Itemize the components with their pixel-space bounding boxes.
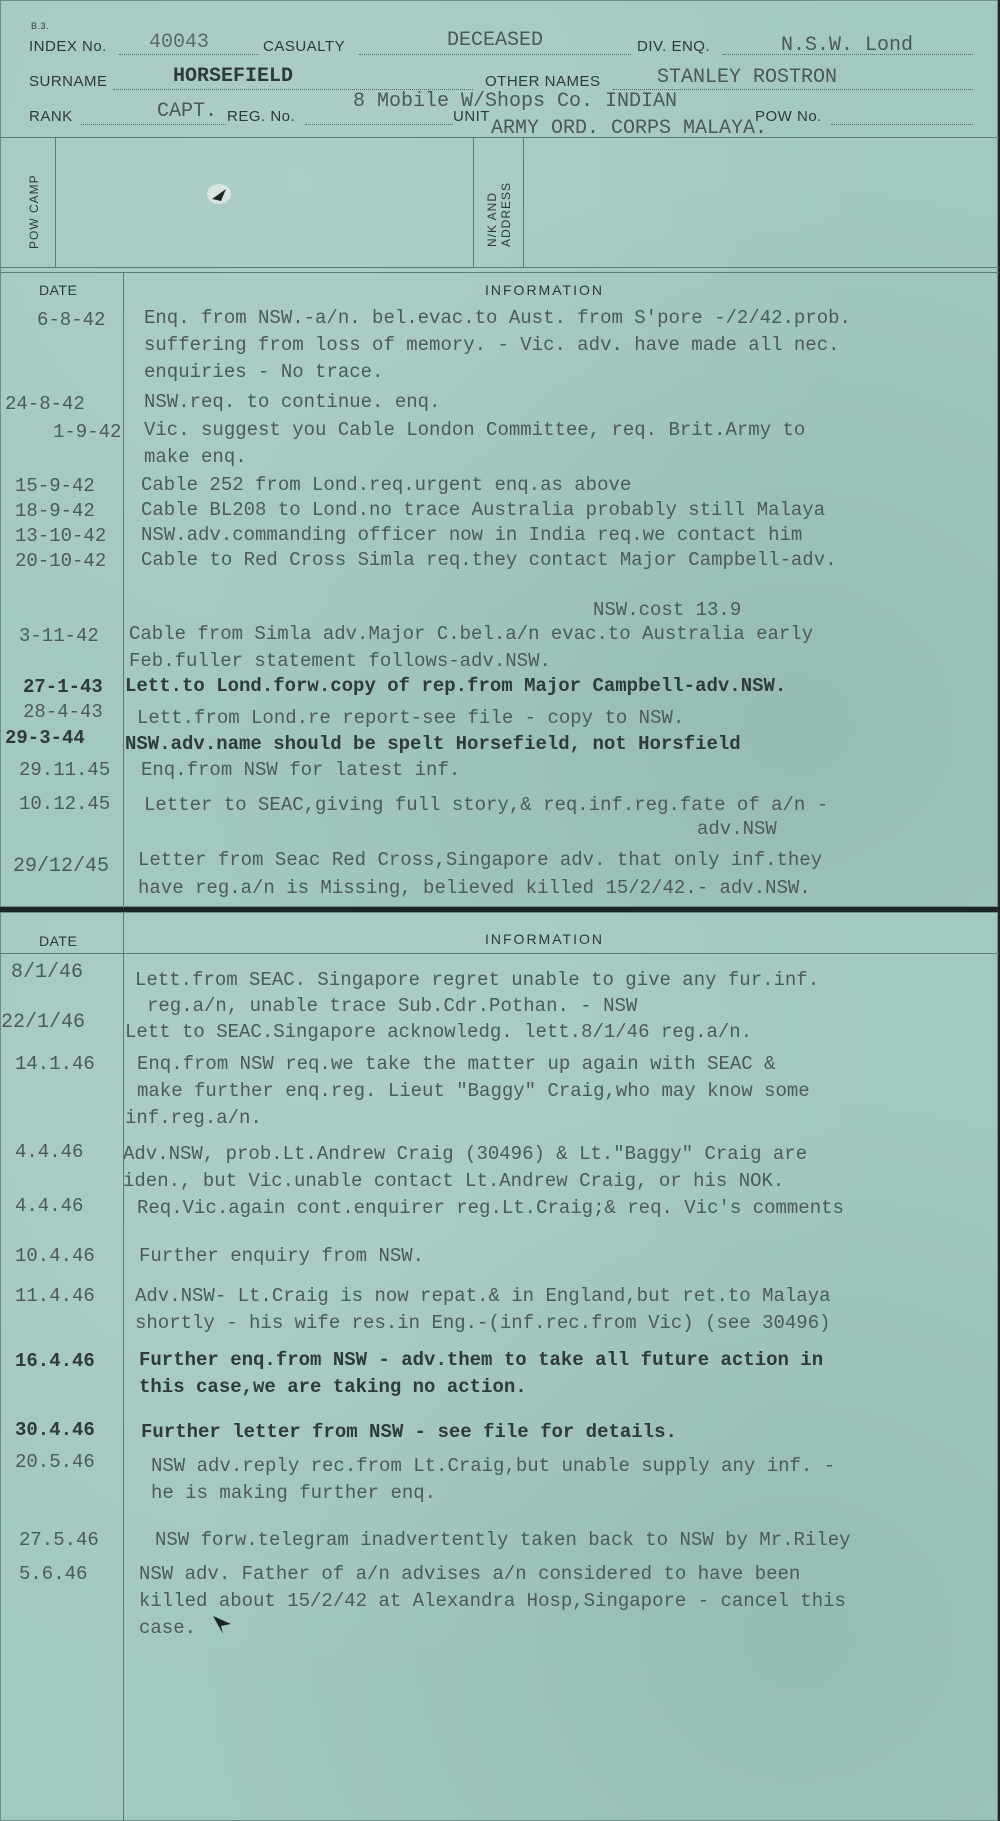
pow-no-label: POW No.	[755, 108, 822, 125]
entry-date: 4.4.46	[15, 1195, 84, 1217]
entry-date: 29/12/45	[13, 855, 110, 878]
entry-line: iden., but Vic.unable contact Lt.Andrew Craig, or his NOK.	[123, 1170, 785, 1192]
index-card-back	[0, 912, 998, 1821]
entry-line: Adv.NSW, prob.Lt.Andrew Craig (30496) & Lt."Baggy" Craig are	[123, 1143, 808, 1165]
other-names-label: OTHER NAMES	[485, 73, 601, 90]
entry-date: 14.1.46	[15, 1053, 95, 1075]
entry-line: enquiries - No trace.	[144, 361, 384, 383]
entry-date: 27.5.46	[19, 1529, 99, 1551]
unit-value-line2: ARMY ORD. CORPS MALAYA.	[491, 117, 768, 140]
form-code: B.3.	[31, 21, 50, 31]
entry-date: 20.5.46	[15, 1451, 95, 1473]
entry-line: Enq.from NSW for latest inf.	[141, 759, 461, 781]
entry-date: 1-9-42	[53, 421, 122, 443]
entry-line: NSW adv. Father of a/n advises a/n considered to have been	[139, 1563, 801, 1585]
entry-line: he is making further enq.	[151, 1482, 437, 1504]
entry-line: Feb.fuller statement follows-adv.NSW.	[129, 650, 551, 672]
rank-label: RANK	[29, 108, 73, 125]
entry-date: 10.12.45	[19, 793, 111, 815]
entry-line: case.	[139, 1617, 197, 1639]
entry-date: 16.4.46	[15, 1350, 95, 1372]
date-header: DATE	[39, 282, 78, 298]
entry-date: 11.4.46	[15, 1285, 95, 1307]
entry-line: NSW.adv.commanding officer now in India req.we contact him	[141, 524, 803, 546]
entry-line: Cable BL208 to Lond.no trace Australia probably still Malaya	[141, 499, 826, 521]
entry-line: Cable from Simla adv.Major C.bel.a/n evac.to Australia early	[129, 623, 814, 645]
entry-date: 30.4.46	[15, 1419, 95, 1441]
nk-address-label: N/K AND ADDRESS	[485, 181, 513, 247]
entry-line: Further letter from NSW - see file for details.	[141, 1421, 677, 1443]
information-header: INFORMATION	[485, 931, 604, 947]
entry-line: NSW.req. to continue. enq.	[144, 391, 441, 413]
entry-line: Req.Vic.again cont.enquirer reg.Lt.Craig;& req. Vic's comments	[137, 1197, 844, 1219]
entry-line: NSW forw.telegram inadvertently taken back to NSW by Mr.Riley	[155, 1529, 851, 1551]
pow-camp-label: POW CAMP	[27, 174, 41, 249]
entry-date: 8/1/46	[11, 961, 84, 984]
entry-date: 3-11-42	[19, 625, 99, 647]
entry-date: 10.4.46	[15, 1245, 95, 1267]
entry-line: make enq.	[144, 446, 247, 468]
entry-line: Vic. suggest you Cable London Committee, req. Brit.Army to	[144, 419, 806, 441]
entry-date: 28-4-43	[23, 701, 103, 723]
entry-date: 29-3-44	[5, 727, 85, 749]
div-enq-value: N.S.W. Lond	[781, 34, 914, 57]
entry-line: inf.reg.a/n.	[125, 1107, 262, 1129]
entry-line: Further enq.from NSW - adv.them to take all future action in	[139, 1349, 824, 1371]
entry-line: reg.a/n, unable trace Sub.Cdr.Pothan. - NSW	[147, 995, 638, 1017]
entry-line: Letter from Seac Red Cross,Singapore adv. that only inf.they	[138, 849, 823, 871]
entry-line: shortly - his wife res.in Eng.-(inf.rec.from Vic) (see 30496)	[135, 1312, 831, 1334]
entry-line: NSW adv.reply rec.from Lt.Craig,but unable supply any inf. -	[151, 1455, 836, 1477]
rank-value: CAPT.	[157, 100, 218, 123]
div-enq-label: DIV. ENQ.	[637, 38, 711, 55]
index-no-label: INDEX No.	[29, 38, 107, 55]
surname-value: HORSEFIELD	[173, 65, 294, 88]
entry-date: 13-10-42	[15, 525, 107, 547]
punch-hole-icon	[204, 181, 234, 207]
other-names-value: STANLEY ROSTRON	[657, 66, 838, 89]
casualty-label: CASUALTY	[263, 38, 346, 55]
reg-no-label: REG. No.	[227, 108, 296, 125]
entry-line: this case,we are taking no action.	[139, 1376, 527, 1398]
entry-line: suffering from loss of memory. - Vic. adv. have made all nec.	[144, 334, 840, 356]
entry-line: Further enquiry from NSW.	[139, 1245, 425, 1267]
entry-date: 4.4.46	[15, 1141, 84, 1163]
entry-line: Lett.from Lond.re report-see file - copy to NSW.	[137, 707, 685, 729]
entry-line: Enq. from NSW.-a/n. bel.evac.to Aust. from S'pore -/2/42.prob.	[144, 307, 851, 329]
entry-line: NSW.adv.name should be spelt Horsefield, not Horsfield	[125, 733, 741, 755]
entry-line: make further enq.reg. Lieut "Baggy" Craig,who may know some	[137, 1080, 810, 1102]
index-no-value: 40043	[149, 31, 210, 54]
information-header: INFORMATION	[485, 282, 604, 298]
entry-line: adv.NSW	[697, 818, 777, 840]
entry-date: 29.11.45	[19, 759, 111, 781]
entry-date: 20-10-42	[15, 550, 107, 572]
unit-value-line1: 8 Mobile W/Shops Co. INDIAN	[353, 90, 678, 113]
date-header: DATE	[39, 933, 78, 949]
unit-label: UNIT	[453, 108, 490, 125]
entry-line: Letter to SEAC,giving full story,& req.inf.reg.fate of a/n -	[144, 794, 829, 816]
entry-date: 5.6.46	[19, 1563, 88, 1585]
entry-cost-note: NSW.cost 13.9	[593, 599, 742, 621]
entry-line: Cable to Red Cross Simla req.they contact Major Campbell-adv.	[141, 549, 837, 571]
entry-date: 6-8-42	[37, 309, 106, 331]
entry-line: Adv.NSW- Lt.Craig is now repat.& in England,but ret.to Malaya	[135, 1285, 831, 1307]
entry-line: killed about 15/2/42 at Alexandra Hosp,Singapore - cancel this	[139, 1590, 846, 1612]
entry-date: 22/1/46	[1, 1011, 86, 1034]
entry-date: 24-8-42	[5, 393, 85, 415]
surname-label: SURNAME	[29, 73, 108, 90]
casualty-value: DECEASED	[447, 29, 544, 52]
entry-date: 18-9-42	[15, 500, 95, 522]
entry-line: Enq.from NSW req.we take the matter up again with SEAC &	[137, 1053, 776, 1075]
entry-line: have reg.a/n is Missing, believed killed 15/2/42.- adv.NSW.	[138, 877, 811, 899]
punch-hole-icon	[207, 1610, 237, 1636]
entry-date: 15-9-42	[15, 475, 95, 497]
entry-line: Lett.from SEAC. Singapore regret unable to give any fur.inf.	[135, 969, 820, 991]
entry-line: Cable 252 from Lond.req.urgent enq.as above	[141, 474, 632, 496]
entry-line: Lett.to Lond.forw.copy of rep.from Major Campbell-adv.NSW.	[125, 675, 787, 697]
entry-date: 27-1-43	[23, 676, 103, 698]
index-card-front	[0, 0, 998, 907]
entry-line: Lett to SEAC.Singapore acknowledg. lett.8/1/46 reg.a/n.	[125, 1021, 753, 1043]
